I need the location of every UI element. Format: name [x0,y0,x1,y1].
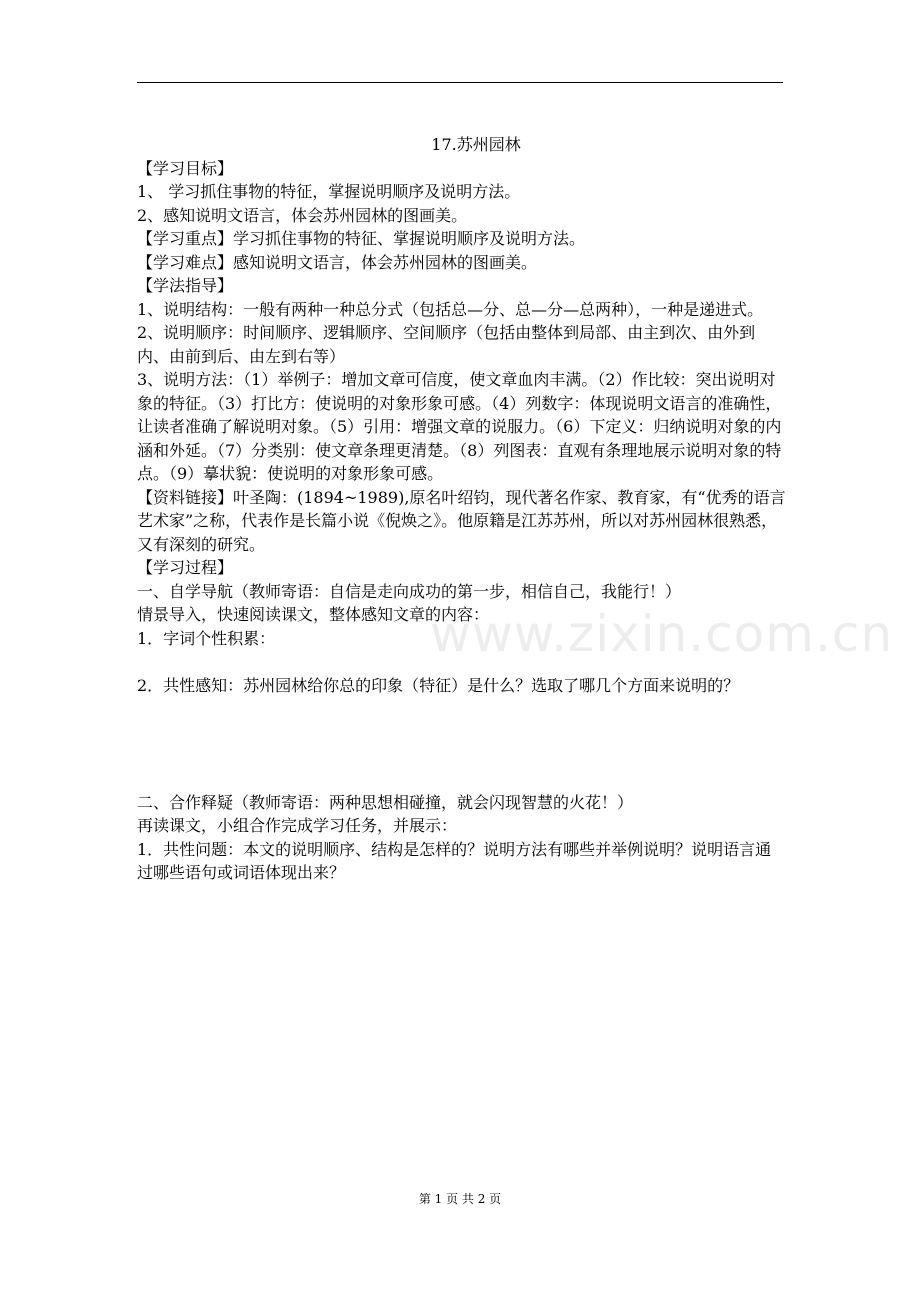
objective-2: 2、感知说明文语言，体会苏州园林的图画美。 [137,205,468,225]
method-structure: 1、说明结构：一般有两种一种总分式（包括总—分、总—分—总两种），一种是递进式。 [137,299,764,319]
self-study-intro: 情景导入，快速阅读课文，整体感知文章的内容： [137,605,490,624]
method-order: 2、说明顺序：时间顺序、逻辑顺序、空间顺序（包括由整体到局部、由主到次、由外到内、由前到后、由左到右等） [137,323,756,366]
task-vocabulary: 1．字词个性积累： [137,628,276,648]
difficult-points: 【学习难点】感知说明文语言，体会苏州园林的图画美。 [137,252,538,272]
task-common-question: 1．共性问题：本文的说明顺序、结构是怎样的？说明方法有哪些并举例说明？说明语言通过哪些语句或词语体现出来？ [137,839,772,882]
key-points: 【学习重点】学习抓住事物的特征、掌握说明顺序及说明方法。 [137,229,586,248]
reference-link: 【资料链接】叶圣陶：(1894~1989),原名叶绍钧，现代著名作家、教育家，有“优秀的语言艺术家”之称，代表作是长篇小说《倪焕之》。他原籍是江苏苏州，所以对苏州园林很熟悉，又有深刻的研究。 [137,487,786,554]
cooperation-intro: 再读课文，小组合作完成学习任务，并展示： [137,816,458,835]
section-heading-method-guide: 【学法指导】 [137,276,234,295]
answer-space [137,697,787,767]
answer-space [137,650,787,674]
method-techniques: 3、说明方法：（1）举例子：增加文章可信度，使文章血肉丰满。（2）作比较：突出说明对象的特征。（3）打比方：使说明的对象形象可感。（4）列数字：体现说明文语言的准确性，让读者准确了解说明对象。（5）引用：增强文章的说服力。（6）下定义：归纳说明对象的内涵和外延。（7）分类别：使文章条理更清楚。（8）列图表：直观有条理地展示说明对象的特点。（9）摹状貌：使说明的对象形象可感。 [137,370,782,483]
section-heading-objectives: 【学习目标】 [137,158,234,178]
document-body [137,133,787,885]
answer-space [137,767,787,791]
section-heading-process: 【学习过程】 [137,558,234,577]
document-title: 17.苏州园林 [431,135,521,154]
self-study-heading: 一、自学导航（教师寄语：自信是走向成功的第一步，相信自己，我能行！） [137,581,682,601]
page-footer: 第 1 页 共 2 页 [418,1192,502,1206]
task-common-perception: 2．共性感知：苏州园林给你总的印象（特征）是什么？选取了哪几个方面来说明的？ [137,675,740,695]
watermark: www.zixin.com.cn [430,605,894,663]
header-rule [137,82,783,83]
objective-1: 1、 学习抓住事物的特征，掌握说明顺序及说明方法。 [137,182,521,201]
cooperation-heading: 二、合作释疑（教师寄语：两种思想相碰撞，就会闪现智慧的火花！） [137,792,634,812]
